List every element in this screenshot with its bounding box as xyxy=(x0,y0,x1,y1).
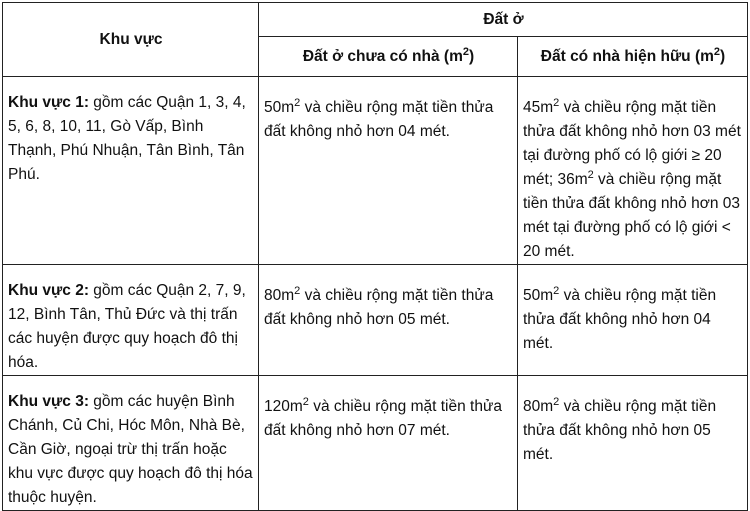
region-label: Khu vực 3: xyxy=(8,393,89,410)
existing-house-cell: $45m^2$ và chiều rộng mặt tiền thửa đất không nhỏ hơn 03 mét tại đường phố có lộ giới ≥ 20 mét; $36m^2$ và chiều rộng mặt tiền thửa đất không nhỏ hơn 03 mét tại đường phố có lộ giới < 20 mét. xyxy=(518,77,748,265)
existing-house-cell: $80m^2$ và chiều rộng mặt tiền thửa đất không nhỏ hơn 05 mét. xyxy=(518,376,748,511)
region-cell xyxy=(3,376,259,511)
header-chua-co-nha: Đất ở chưa có nhà $(m^2)$ xyxy=(259,37,518,77)
region-desc: gồm các Quận 1, 3, 4, 5, 6, 8, 10, 11, Gò Vấp, Bình Thạnh, Phú Nhuận, Tân Bình, Tân Phú. xyxy=(8,94,246,183)
land-area-table xyxy=(2,2,748,511)
region-desc: gồm các Quận 2, 7, 9, 12, Bình Tân, Thủ Đức và thị trấn các huyện được quy hoạch đô thị hóa. xyxy=(8,282,246,371)
header-hien-huu: Đất có nhà hiện hữu $(m^2)$ xyxy=(518,37,748,77)
table-row xyxy=(3,376,748,511)
region-desc: gồm các huyện Bình Chánh, Củ Chi, Hóc Môn, Nhà Bè, Cần Giờ, ngoại trừ thị trấn hoặc khu vực được quy hoạch đô thị hóa thuộc huyện. xyxy=(8,393,253,506)
empty-land-cell: $50m^2$ và chiều rộng mặt tiền thửa đất không nhỏ hơn 04 mét. xyxy=(259,77,518,265)
table-row xyxy=(3,265,748,376)
header-khu-vuc: Khu vực xyxy=(3,3,259,77)
empty-land-cell: $80m^2$ và chiều rộng mặt tiền thửa đất không nhỏ hơn 05 mét. xyxy=(259,265,518,376)
header-dat-o: Đất ở xyxy=(259,3,748,37)
table-row xyxy=(3,77,748,265)
region-cell xyxy=(3,77,259,265)
empty-land-cell: $120m^2$ và chiều rộng mặt tiền thửa đất không nhỏ hơn 07 mét. xyxy=(259,376,518,511)
region-label: Khu vực 1: xyxy=(8,94,89,111)
existing-house-cell: $50m^2$ và chiều rộng mặt tiền thửa đất không nhỏ hơn 04 mét. xyxy=(518,265,748,376)
region-label: Khu vực 2: xyxy=(8,282,89,299)
region-cell xyxy=(3,265,259,376)
